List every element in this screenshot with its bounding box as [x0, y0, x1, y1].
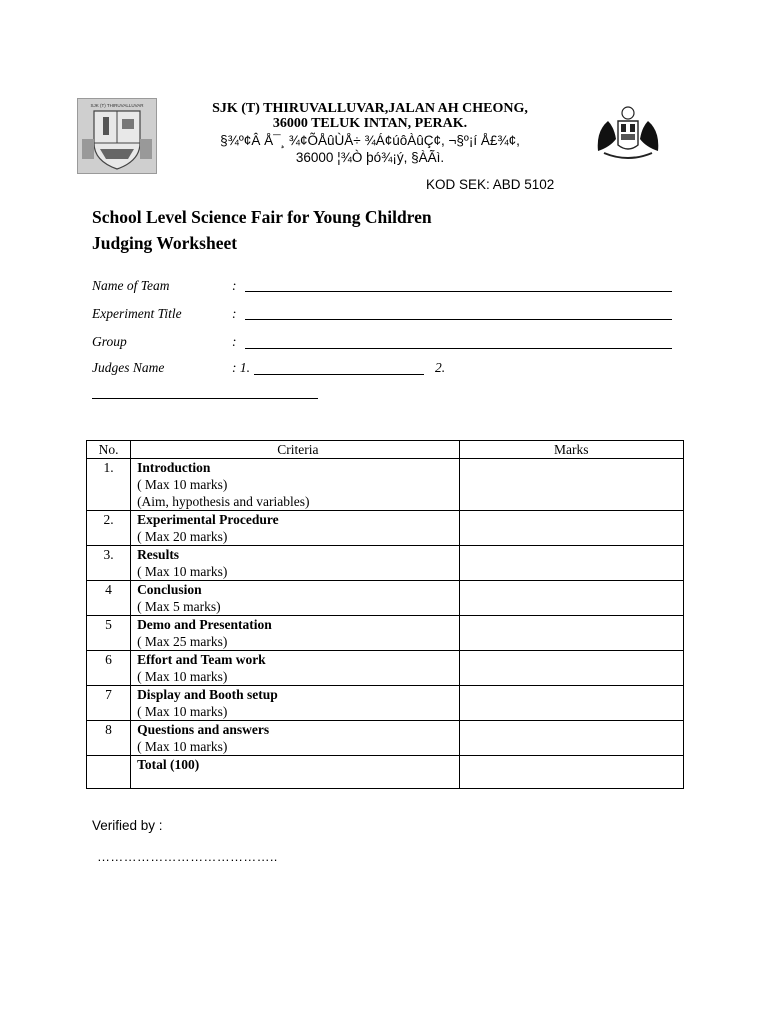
team-name-colon: :	[232, 278, 237, 293]
group-field[interactable]	[245, 348, 672, 349]
school-address-line: 36000 TELUK INTAN, PERAK.	[272, 116, 468, 131]
criteria-max: ( Max 10 marks)	[137, 669, 228, 684]
criteria-cell	[131, 616, 460, 651]
criteria-max: ( Max 20 marks)	[137, 529, 228, 544]
judges-name-prefix: : 1.	[232, 360, 250, 375]
criteria-cell	[131, 651, 460, 686]
state-crest	[588, 105, 668, 163]
experiment-title-field[interactable]	[245, 319, 672, 320]
marks-cell[interactable]	[459, 616, 683, 651]
team-name-field[interactable]	[245, 291, 672, 292]
marks-cell[interactable]	[459, 511, 683, 546]
criteria-note: (Aim, hypothesis and variables)	[137, 494, 310, 509]
school-name-tamil-line: §¾º¢Â Å¯¸ ¾¢ÕÅûÙÅ÷ ¾Á¢úôÀûÇ¢, ¬§º¡í Å£¾¢,	[220, 133, 520, 148]
group-colon: :	[232, 334, 237, 349]
header-criteria: Criteria	[131, 441, 460, 459]
school-crest-icon	[78, 99, 156, 173]
criteria-max: ( Max 10 marks)	[137, 704, 228, 719]
total-row	[87, 756, 684, 789]
row-number: 7	[87, 686, 131, 721]
school-code: KOD SEK: ABD 5102	[426, 177, 555, 192]
judge-2-field[interactable]	[92, 398, 318, 399]
criteria-max: ( Max 10 marks)	[137, 739, 228, 754]
row-number: 2.	[87, 511, 131, 546]
total-number-cell	[87, 756, 131, 789]
criteria-max: ( Max 25 marks)	[137, 634, 228, 649]
criteria-cell	[131, 581, 460, 616]
school-logo	[77, 98, 157, 174]
marks-cell[interactable]	[459, 686, 683, 721]
criteria-name: Demo and Presentation	[137, 617, 272, 632]
row-number: 3.	[87, 546, 131, 581]
crest-emblem-icon	[588, 105, 668, 163]
criteria-name: Conclusion	[137, 582, 202, 597]
row-number: 8	[87, 721, 131, 756]
table-header-row	[87, 441, 684, 459]
table-row	[87, 686, 684, 721]
logo-lettering: SJK (T) THIRUVALLUVAR	[90, 103, 144, 108]
school-address-tamil-line: 36000 ¦¾Ò þó¾¡ý, §ÀÃì.	[295, 150, 445, 165]
header-no: No.	[87, 441, 131, 459]
page-subtitle: Judging Worksheet	[92, 233, 238, 253]
criteria-name: Effort and Team work	[137, 652, 266, 667]
table-row	[87, 546, 684, 581]
criteria-table	[86, 440, 684, 789]
verified-by-label: Verified by :	[92, 818, 163, 833]
row-number: 5	[87, 616, 131, 651]
table-row	[87, 581, 684, 616]
total-cell	[131, 756, 460, 789]
criteria-name: Display and Booth setup	[137, 687, 278, 702]
table-row	[87, 651, 684, 686]
criteria-cell	[131, 721, 460, 756]
total-label: Total (100)	[137, 757, 200, 772]
criteria-cell	[131, 546, 460, 581]
criteria-max: ( Max 10 marks)	[137, 564, 228, 579]
criteria-name: Questions and answers	[137, 722, 270, 737]
school-name-line: SJK (T) THIRUVALLUVAR,JALAN AH CHEONG,	[212, 101, 528, 116]
judges-name-label: Judges Name	[92, 360, 165, 375]
criteria-cell	[131, 459, 460, 511]
marks-cell[interactable]	[459, 459, 683, 511]
group-label: Group	[92, 334, 127, 349]
criteria-cell	[131, 511, 460, 546]
team-name-label: Name of Team	[92, 278, 170, 293]
criteria-name: Introduction	[137, 460, 211, 475]
header-marks: Marks	[459, 441, 683, 459]
row-number: 6	[87, 651, 131, 686]
judge-1-field[interactable]	[254, 374, 424, 375]
criteria-cell	[131, 686, 460, 721]
total-marks-cell[interactable]	[459, 756, 683, 789]
table-row	[87, 511, 684, 546]
criteria-name: Results	[137, 547, 180, 562]
table-row	[87, 459, 684, 511]
page-title: School Level Science Fair for Young Children	[92, 207, 432, 227]
criteria-max: ( Max 10 marks)	[137, 477, 228, 492]
experiment-title-label: Experiment Title	[92, 306, 182, 321]
marks-cell[interactable]	[459, 581, 683, 616]
judge-2-label: 2.	[435, 360, 446, 375]
signature-line[interactable]: …………………………………..	[97, 849, 278, 864]
criteria-max: ( Max 5 marks)	[137, 599, 221, 614]
marks-cell[interactable]	[459, 546, 683, 581]
row-number: 1.	[87, 459, 131, 511]
table-row	[87, 616, 684, 651]
table-row	[87, 721, 684, 756]
marks-cell[interactable]	[459, 651, 683, 686]
experiment-title-colon: :	[232, 306, 237, 321]
row-number: 4	[87, 581, 131, 616]
marks-cell[interactable]	[459, 721, 683, 756]
criteria-name: Experimental Procedure	[137, 512, 279, 527]
